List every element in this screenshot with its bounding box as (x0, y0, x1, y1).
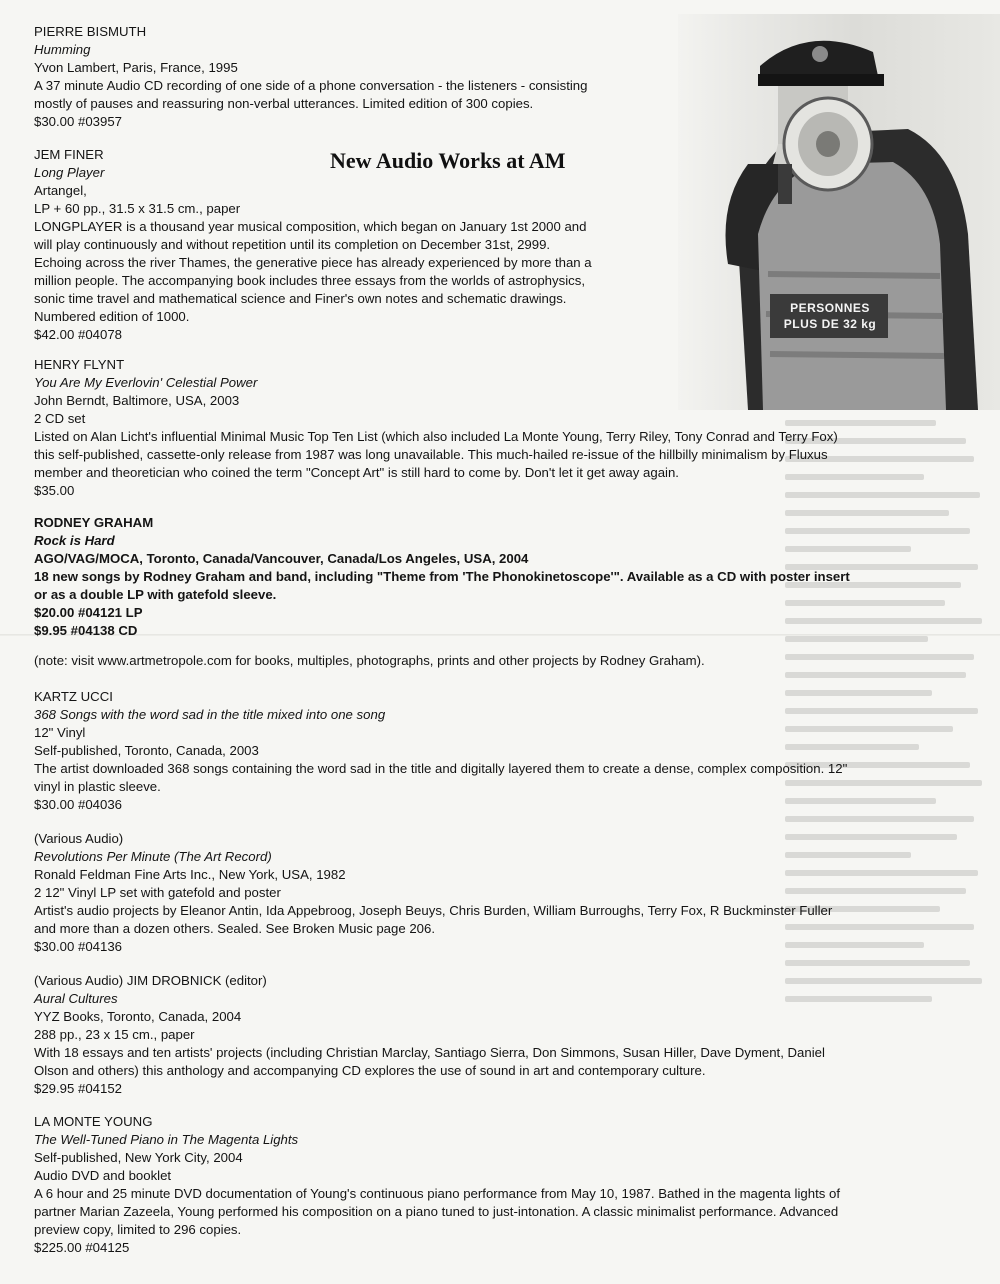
entry-format: 12" Vinyl (34, 725, 86, 740)
entry-description: Numbered edition of 1000. (34, 309, 190, 324)
entry-description: partner Marian Zazeela, Young performed his composition on a piano tuned to just-intonation. A classic minimalist performance. Advanced (34, 1204, 839, 1219)
vest-sign (770, 300, 890, 332)
entry-publisher: AGO/VAG/MOCA, Toronto, Canada/Vancouver, Canada/Los Angeles, USA, 2004 (34, 551, 529, 566)
entry-title: You Are My Everlovin' Celestial Power (34, 375, 258, 390)
entry-description: Echoing across the river Thames, the generative piece has already experienced by more than a (34, 255, 592, 270)
entry-description: The artist downloaded 368 songs containing the word sad in the title and digitally layered them to create a dense, complex composition. 12" (34, 761, 848, 776)
entry-title: Long Player (34, 165, 105, 180)
note-text: (note: visit www.artmetropole.com for books, multiples, photographs, prints and other projects by Rodney Graham). (34, 653, 705, 668)
entry-price: $20.00 #04121 LP (34, 605, 143, 620)
entry-artist: LA MONTE YOUNG (34, 1114, 153, 1129)
entry-description: A 6 hour and 25 minute DVD documentation of Young's continuous piano performance from May 10, 1987. Bathed in the magenta lights of (34, 1186, 841, 1201)
entry-price: $225.00 #04125 (34, 1240, 130, 1255)
entry-description: Listed on Alan Licht's influential Minimal Music Top Ten List (which also included La Monte Young, Terry Riley, Tony Conrad and Terry Fox) (34, 429, 838, 444)
entry-jem-finer (34, 146, 592, 344)
vest-sign-line2: PLUS DE 32 kg (783, 317, 877, 331)
note-line (34, 652, 705, 670)
page-heading: New Audio Works at AM (330, 148, 566, 173)
entry-publisher: John Berndt, Baltimore, USA, 2003 (34, 393, 240, 408)
entry-price: $30.00 #03957 (34, 114, 123, 129)
entry-publisher: Self-published, Toronto, Canada, 2003 (34, 743, 259, 758)
entry-description: and more than a dozen others. Sealed. See Broken Music page 206. (34, 921, 436, 936)
entry-artist: RODNEY GRAHAM (34, 515, 154, 530)
entry-rodney-graham (34, 514, 850, 640)
entry-artist: JEM FINER (34, 147, 104, 162)
entry-format: 2 12" Vinyl LP set with gatefold and poster (34, 885, 281, 900)
entry-publisher: Self-published, New York City, 2004 (34, 1150, 243, 1165)
entry-jim-drobnick (34, 972, 825, 1098)
officer-megaphone-photo (678, 14, 1000, 410)
entry-publisher: Ronald Feldman Fine Arts Inc., New York, USA, 1982 (34, 867, 346, 882)
entry-artist: HENRY FLYNT (34, 357, 125, 372)
entry-price: $30.00 #04136 (34, 939, 123, 954)
entry-henry-flynt (34, 356, 838, 500)
entry-description: vinyl in plastic sleeve. (34, 779, 161, 794)
entry-description: Olson and others) this anthology and accompanying CD explores the use of sound in art and contemporary culture. (34, 1063, 706, 1078)
entry-kartz-ucci (34, 688, 847, 814)
entry-pierre-bismuth (34, 23, 587, 131)
entry-artist: (Various Audio) (34, 831, 124, 846)
entry-title: The Well-Tuned Piano in The Magenta Lights (34, 1132, 299, 1147)
entry-price: $9.95 #04138 CD (34, 623, 138, 638)
entry-description: preview copy, limited to 296 copies. (34, 1222, 242, 1237)
entry-publisher: YYZ Books, Toronto, Canada, 2004 (34, 1009, 242, 1024)
entry-description: or as a double LP with gatefold sleeve. (34, 587, 277, 602)
entry-format: Audio DVD and booklet (34, 1168, 172, 1183)
entry-description: sonic time travel and mathematical science and Finer's own notes and schematic drawings. (34, 291, 567, 306)
entry-price: $29.95 #04152 (34, 1081, 123, 1096)
entry-description: 18 new songs by Rodney Graham and band, including "Theme from 'The Phonokinetoscope'". Available as a CD with poster insert (34, 569, 850, 584)
entry-description: million people. The accompanying book includes three essays from the worlds of astrophysics, (34, 273, 585, 288)
entry-title: 368 Songs with the word sad in the title mixed into one song (34, 707, 386, 722)
entry-price: $35.00 (34, 483, 75, 498)
entry-description: this self-published, cassette-only release from 1987 was long unavailable. This much-hailed re-issue of the hillbilly minimalism by Fluxus (34, 447, 828, 462)
entry-description: With 18 essays and ten artists' projects (including Christian Marclay, Santiago Sierra, Don Simmons, Susan Hiller, Dave Dyment, Daniel (34, 1045, 825, 1060)
entry-price: $42.00 #04078 (34, 327, 123, 342)
entry-description: will play continuously and without repetition until its completion on December 31st, 2999. (34, 237, 551, 252)
entry-format: 2 CD set (34, 411, 86, 426)
entry-publisher: Yvon Lambert, Paris, France, 1995 (34, 60, 238, 75)
entry-description: mostly of pauses and reassuring non-verbal utterances. Limited edition of 300 copies. (34, 96, 534, 111)
vest-sign-line1: PERSONNES (790, 301, 870, 315)
entry-description: member and theoretician who coined the term "Concept Art" is still hard to come by. Don't let it get away again. (34, 465, 679, 480)
entry-artist: PIERRE BISMUTH (34, 24, 147, 39)
entry-description: LONGPLAYER is a thousand year musical composition, which began on January 1st 2000 and (34, 219, 587, 234)
entry-artist: (Various Audio) JIM DROBNICK (editor) (34, 973, 267, 988)
entry-price: $30.00 #04036 (34, 797, 123, 812)
entry-la-monte-young (34, 1113, 840, 1257)
entry-title: Aural Cultures (34, 991, 118, 1006)
entry-title: Rock is Hard (34, 533, 115, 548)
entry-format: LP + 60 pp., 31.5 x 31.5 cm., paper (34, 201, 241, 216)
entry-title: Revolutions Per Minute (The Art Record) (34, 849, 272, 864)
entry-description: A 37 minute Audio CD recording of one side of a phone conversation - the listeners - consisting (34, 78, 588, 93)
entry-artist: KARTZ UCCI (34, 689, 113, 704)
entry-title: Humming (34, 42, 91, 57)
entry-revolutions-per-minute (34, 830, 832, 956)
entry-description: Artist's audio projects by Eleanor Antin, Ida Appebroog, Joseph Beuys, Chris Burden, William Burroughs, Terry Fox, R Buckminster Fuller (34, 903, 833, 918)
entry-publisher: Artangel, (34, 183, 87, 198)
entry-format: 288 pp., 23 x 15 cm., paper (34, 1027, 195, 1042)
